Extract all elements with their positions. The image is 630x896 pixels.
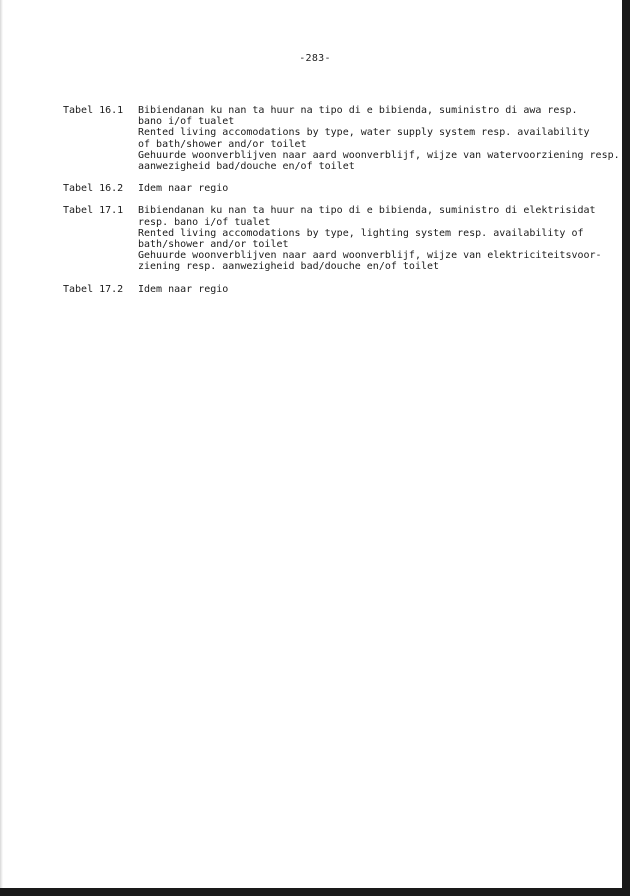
table-label: Tabel 17.2 — [63, 283, 124, 295]
description-line: Rented living accomodations by type, lighting system resp. availability of — [138, 227, 584, 239]
description-line: Idem naar regio — [138, 283, 229, 295]
table-label: Tabel 16.1 — [63, 105, 124, 116]
description-line: Idem naar regio — [138, 183, 229, 195]
table-description — [138, 284, 573, 295]
list-item — [63, 183, 573, 194]
description-line: Gehuurde woonverblijven naar aard woonverblijf, wijze van elektriciteitsvoor- — [138, 250, 602, 262]
table-description — [138, 205, 602, 272]
description-line: Rented living accomodations by type, water supply system resp. availability — [138, 127, 590, 139]
table-description — [138, 105, 626, 172]
scan-edge — [0, 0, 3, 888]
list-item — [63, 205, 602, 273]
description-line: bano i/of tualet — [138, 116, 235, 128]
table-list — [63, 105, 626, 306]
page-number: -283- — [299, 53, 331, 64]
description-line: Gehuurde woonverblijven naar aard woonverblijf, wijze van watervoorziening resp.. — [138, 149, 626, 161]
description-line: aanwezigheid bad/douche en/of toilet — [138, 161, 355, 173]
table-label: Tabel 16.2 — [63, 183, 124, 195]
table-description — [138, 183, 573, 194]
list-item — [63, 105, 626, 173]
list-item — [63, 284, 573, 295]
description-line: resp. bano i/of tualet — [138, 216, 271, 228]
description-line: of bath/shower and/or toilet — [138, 138, 307, 150]
description-line: Bibiendanan ku nan ta huur na tipo di e bibienda, suministro di elektrisidat — [138, 205, 596, 217]
description-line: bath/shower and/or toilet — [138, 239, 289, 251]
table-label: Tabel 17.1 — [63, 205, 124, 217]
description-line: Bibiendanan ku nan ta huur na tipo di e bibienda, suministro di awa resp. — [138, 105, 578, 116]
description-line: ziening resp. aanwezigheid bad/douche en/of toilet — [138, 261, 440, 273]
